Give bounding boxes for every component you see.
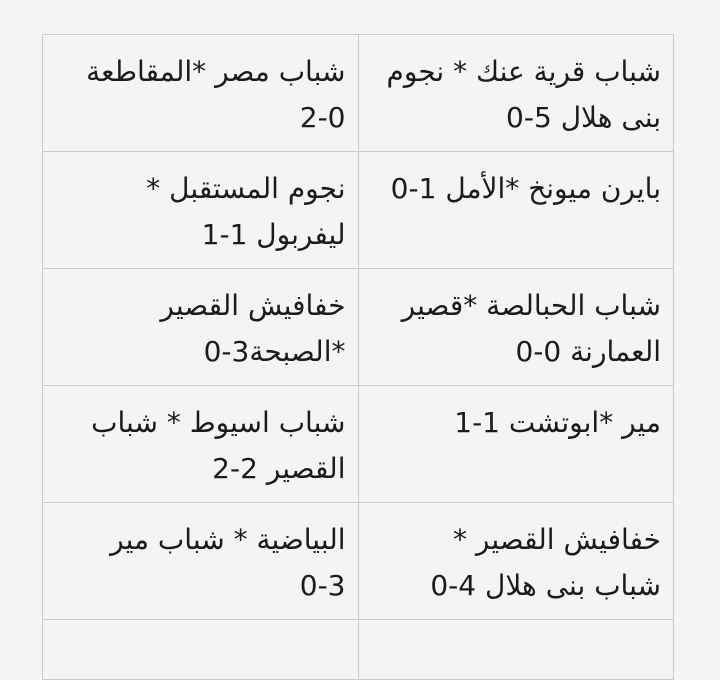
table-row	[43, 269, 674, 386]
table-cell-left	[43, 152, 359, 269]
cell-line: 0-3	[299, 569, 346, 602]
cell-line: مير *ابوتشت 1-1	[454, 406, 661, 439]
table-row-empty	[43, 620, 674, 680]
table-cell-right	[358, 35, 674, 152]
table-cell-right	[358, 620, 674, 680]
cell-line: *الصبحة3-0	[203, 335, 346, 368]
match-results-table	[42, 34, 674, 680]
cell-line: ليفربول 1-1	[201, 218, 346, 251]
cell-line: نجوم المستقبل *	[146, 172, 346, 205]
table-row	[43, 35, 674, 152]
table-cell-left	[43, 269, 359, 386]
table-row	[43, 503, 674, 620]
cell-line: العمارنة 0-0	[515, 335, 661, 368]
cell-line: 2-0	[299, 101, 346, 134]
table-cell-left	[43, 620, 359, 680]
cell-line: شباب مصر *المقاطعة	[86, 55, 346, 88]
cell-line: شباب الحبالصة *قصير	[401, 289, 661, 322]
cell-line: القصير 2-2	[212, 452, 346, 485]
cell-line: شباب قرية عنك * نجوم	[386, 55, 661, 88]
cell-line: بنى هلال 5-0	[506, 101, 661, 134]
cell-line: بايرن ميونخ *الأمل 1-0	[390, 172, 661, 205]
table-row	[43, 386, 674, 503]
table-cell-right	[358, 152, 674, 269]
cell-line: خفافيش القصير *	[453, 523, 661, 556]
cell-line: شباب اسيوط * شباب	[91, 406, 346, 439]
cell-line: خفافيش القصير	[160, 289, 346, 322]
table-row	[43, 152, 674, 269]
table-cell-left	[43, 35, 359, 152]
table-cell-left	[43, 386, 359, 503]
table-cell-right	[358, 503, 674, 620]
table-cell-right	[358, 269, 674, 386]
cell-line: البياضية * شباب مير	[110, 523, 346, 556]
cell-line: شباب بنى هلال 4-0	[430, 569, 661, 602]
table-cell-right	[358, 386, 674, 503]
table-cell-left	[43, 503, 359, 620]
